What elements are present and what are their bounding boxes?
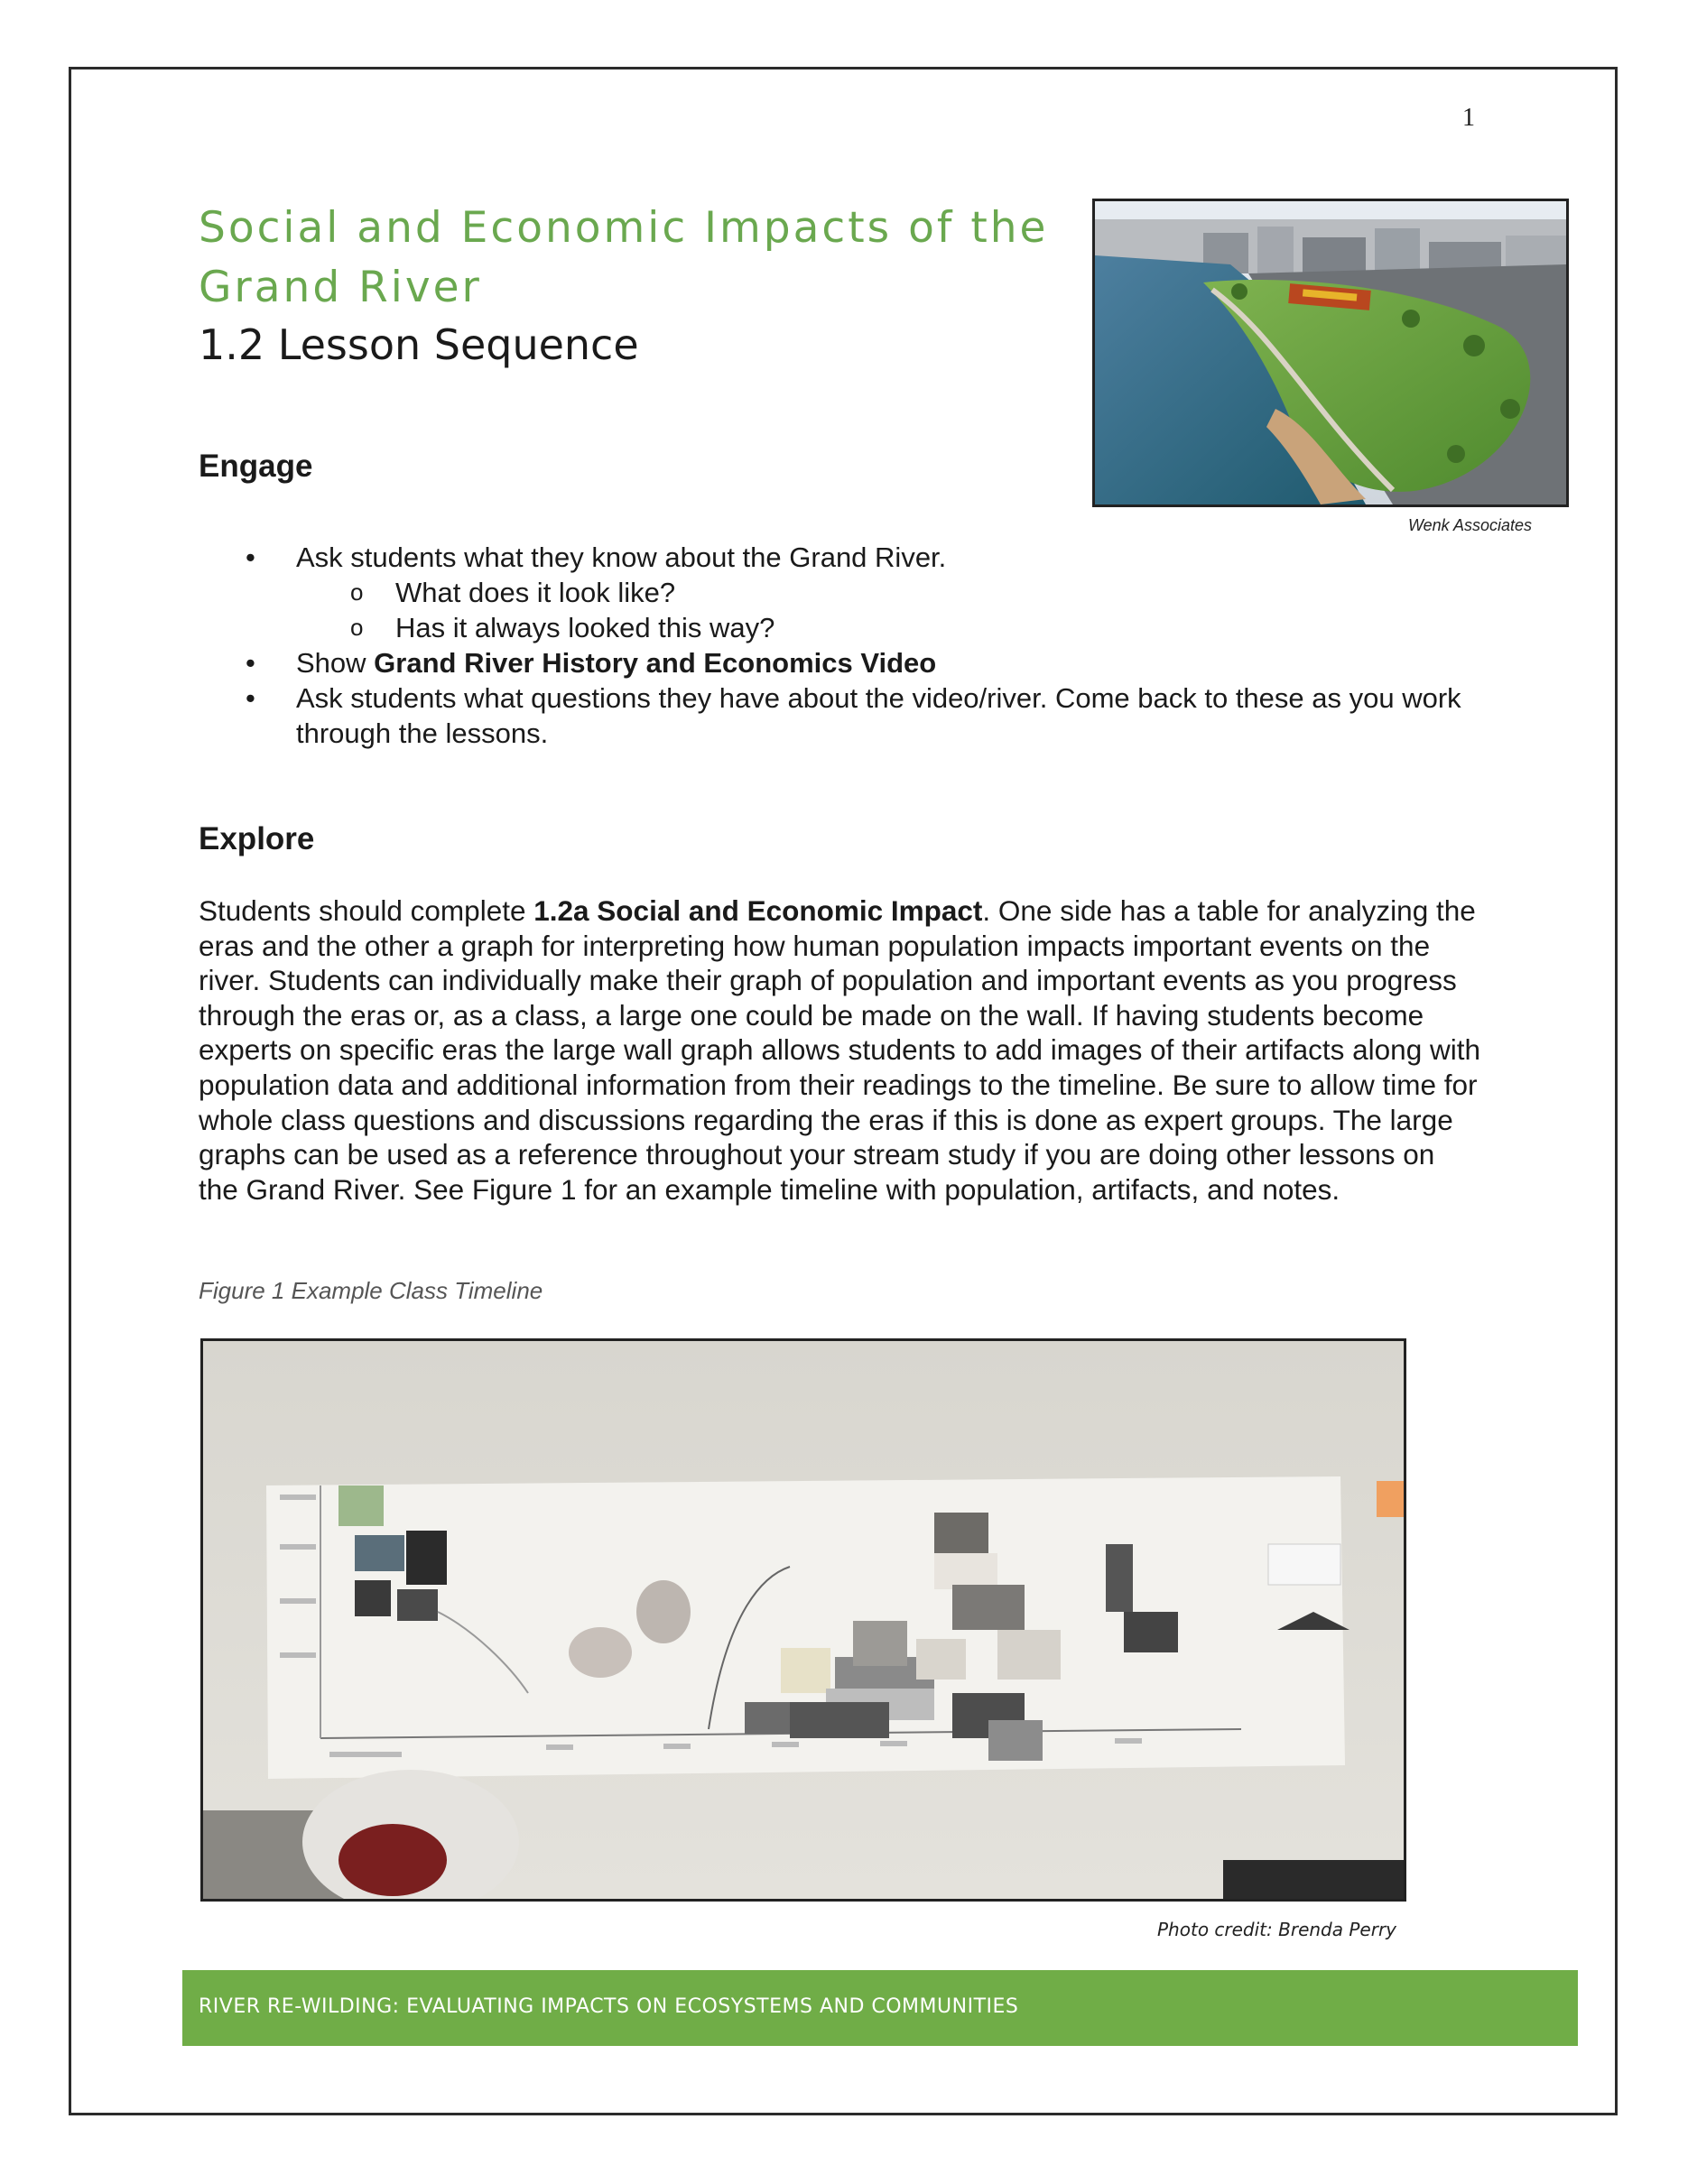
list-item: • Show Grand River History and Economics Video [246, 647, 937, 679]
river-park-aerial-image [1092, 199, 1569, 507]
sub-bullet-icon: o [350, 578, 364, 606]
sub-bullet-icon: o [350, 614, 364, 641]
page-subtitle: 1.2 Lesson Sequence [199, 320, 639, 369]
list-sub-item: o Has it always looked this way? [350, 612, 775, 643]
footer-text: RIVER RE-WILDING: EVALUATING IMPACTS ON ECOSYSTEMS AND COMMUNITIES [199, 1995, 1019, 2018]
bullet-icon: • [246, 682, 255, 714]
video-title: Grand River History and Economics Video [374, 647, 937, 679]
bullet-icon: • [246, 647, 255, 679]
activity-title: 1.2a Social and Economic Impact [533, 894, 983, 927]
engage-list [199, 540, 1462, 751]
figure-caption: Figure 1 Example Class Timeline [199, 1277, 543, 1304]
class-timeline-wall-photo [200, 1338, 1406, 1902]
list-item: • Ask students what questions they have about the video/river. Come back to these as you work through the lessons. [246, 682, 1461, 749]
explore-heading: Explore [199, 821, 315, 856]
footer-banner [182, 1970, 1578, 2046]
page-title: Social and Economic Impacts of the Grand River [199, 203, 1049, 312]
list-item: • Ask students what they know about the Grand River. [246, 541, 947, 573]
engage-heading: Engage [199, 449, 313, 484]
bullet-icon: • [246, 541, 255, 573]
hero-image-credit: Wenk Associates [1408, 516, 1533, 534]
list-sub-item: o What does it look like? [350, 577, 676, 608]
explore-paragraph: Students should complete 1.2a Social and Economic Impact. One side has a table for analyzing the eras and the other a graph for interpreting how human population impacts important events on the river. Students can individually make their graph of population and important events as you progress through the eras or, as a class, a large one could be made on the wall. If having students become experts on specific eras the large wall graph allows students to add images of their artifacts along with population data and additional information from their readings to the timeline. Be sure to allow time for whole class questions and discussions regarding the eras if this is done as expert groups. The large graphs can be used as a reference throughout your stream study if you are doing other lessons on the Grand River. See Figure 1 for an example timeline with population, artifacts, and notes. [199, 894, 1480, 1206]
page-number: 1 [1462, 104, 1475, 132]
photo-credit: Photo credit: Brenda Perry [1157, 1919, 1396, 1940]
